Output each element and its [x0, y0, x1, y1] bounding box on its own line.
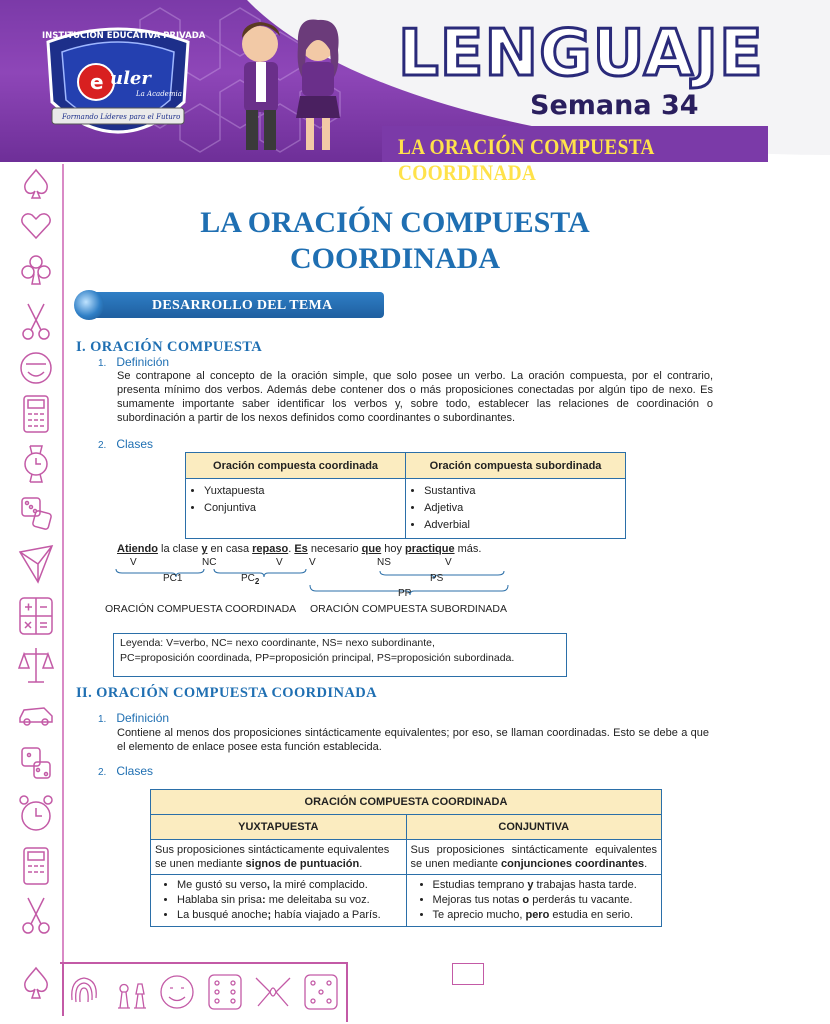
label-pc2-text: PC — [241, 573, 255, 584]
week-label: Semana 34 — [530, 90, 699, 121]
text: La busqué anoche — [177, 909, 268, 921]
coordinada-table — [150, 789, 662, 927]
smiley-icon — [156, 970, 198, 1014]
section2-sub1-heading — [98, 711, 169, 725]
bold-text: signos de puntuación — [245, 858, 360, 870]
sub-number: 2. — [98, 767, 107, 778]
text: hoy — [381, 543, 406, 555]
label-nc: NC — [202, 557, 217, 568]
caption-subordinada: ORACIÓN COMPUESTA SUBORDINADA — [310, 603, 507, 615]
subject-title: LENGUAJE — [398, 17, 764, 91]
text: Estudias temprano — [432, 879, 528, 891]
club-icon — [16, 250, 56, 290]
section-banner — [72, 292, 384, 320]
sub-title: Definición — [116, 355, 170, 369]
text: Hablaba sin prisa — [177, 894, 262, 906]
table-header: Oración compuesta subordinada — [406, 453, 626, 479]
example-sentence — [117, 543, 481, 555]
list-item: • Yuxtapuesta — [204, 483, 399, 500]
section1-definition-text: Se contrapone al concepto de la oración simple, que solo posee un verbo. La oración compuesta, por el contrario, presenta mínimo dos verbos. Además debe contener dos o más proposiciones conectadas por algún tipo de nexo. Es sumamente importante saber identificar los verbos y, sobre todo, establecer las relaciones de coordinación o subordinación a partir de los nexos definidos como coordinantes o subordinantes. — [117, 370, 713, 424]
svg-text:e: e — [90, 70, 104, 94]
text: Me gustó su verso — [177, 879, 267, 891]
bold-text: o — [522, 894, 530, 906]
table-header: Oración compuesta coordinada — [186, 453, 406, 479]
students-illustration — [222, 10, 362, 160]
table-header: YUXTAPUESTA — [151, 815, 407, 840]
fingerprint-icon — [64, 970, 106, 1014]
sub-number: 2. — [98, 440, 107, 451]
dice-icon — [300, 970, 342, 1014]
label-pc1: PC1 — [163, 573, 183, 584]
section1-sub1-heading — [98, 355, 169, 369]
text: . — [644, 858, 648, 870]
label-v: V — [130, 557, 137, 568]
text: la miré complacido. — [269, 879, 368, 891]
svg-text:La Academia: La Academia — [136, 90, 182, 98]
list-item — [177, 893, 402, 908]
dice-icon — [16, 492, 56, 536]
decorative-bottom-strip — [60, 962, 348, 1022]
bold-text: ; — [267, 909, 272, 921]
text: trabajas hasta tarde. — [533, 879, 637, 891]
label-pc2-sub: 2 — [254, 577, 260, 586]
heart-icon — [16, 206, 56, 246]
dice-icon — [204, 970, 246, 1014]
verb: Es — [294, 543, 308, 555]
list-item — [177, 908, 402, 923]
verb: practique — [405, 543, 455, 555]
document-title-line2: COORDINADA — [290, 242, 500, 275]
label-ps: PS — [430, 573, 444, 584]
page-number-box — [452, 963, 484, 985]
section2-sub2-heading — [98, 764, 153, 778]
scissors-icon — [16, 300, 56, 344]
text: había viajado a París. — [271, 909, 381, 921]
caption-coordinada: ORACIÓN COMPUESTA COORDINADA — [105, 603, 297, 615]
dice-icon — [16, 742, 56, 786]
sub-title: Clases — [116, 764, 154, 778]
calculator-icon — [16, 844, 56, 888]
table-cell — [151, 840, 407, 875]
document-title-line1: LA ORACIÓN COMPUESTA — [200, 206, 590, 239]
text: Sus proposiciones sintácticamente equivalentes se unen mediante — [410, 844, 657, 870]
table-cell — [406, 479, 626, 539]
table-cell — [406, 875, 661, 927]
bold-text: , — [266, 879, 270, 891]
nexus: y — [201, 543, 208, 555]
sidebar-divider — [62, 164, 64, 964]
section1-heading: I. ORACIÓN COMPUESTA — [76, 339, 263, 355]
table-header: CONJUNTIVA — [406, 815, 661, 840]
label-pp: PP — [398, 588, 412, 599]
legend-line: PC=proposición coordinada, PP=proposición principal, PS=proposición subordinada. — [120, 652, 515, 664]
smiley-icon — [16, 348, 56, 388]
text: Mejoras tus notas — [432, 894, 523, 906]
watch-icon — [16, 442, 56, 486]
nexus: que — [361, 543, 382, 555]
list-item: • Adjetiva — [424, 500, 619, 517]
verb: Atiendo — [117, 543, 158, 555]
chess-icon — [110, 970, 152, 1014]
svg-text:uler: uler — [110, 68, 151, 89]
topic-title: LA ORACIÓN COMPUESTA COORDINADA — [398, 134, 654, 185]
text: necesario — [307, 543, 362, 555]
school-crest-logo — [38, 22, 206, 152]
section-banner-orb-icon — [74, 290, 104, 320]
list-item — [433, 893, 657, 908]
table-title: ORACIÓN COMPUESTA COORDINADA — [151, 790, 662, 815]
table-cell — [186, 479, 406, 539]
list-item — [433, 878, 657, 893]
math-icon — [16, 594, 56, 638]
list-item: • Adverbial — [424, 517, 619, 534]
bird-icon — [252, 970, 294, 1014]
clock-icon — [16, 792, 56, 836]
decorative-sidebar — [10, 164, 64, 1016]
origami-icon — [16, 542, 56, 586]
section2-heading: II. ORACIÓN COMPUESTA COORDINADA — [76, 685, 377, 701]
bold-text: conjunciones coordinantes — [501, 858, 645, 870]
text: Sus proposiciones sintácticamente equivalentes se unen mediante — [155, 844, 390, 870]
label-ns: NS — [377, 557, 391, 568]
svg-text:Formando Líderes para el Futur: Formando Líderes para el Futuro — [62, 113, 181, 121]
sub-title: Clases — [116, 437, 154, 451]
text: estudia en serio. — [549, 909, 634, 921]
sub-number: 1. — [98, 358, 107, 369]
text: más. — [454, 543, 482, 555]
label-pc2 — [241, 573, 259, 586]
label-v: V — [309, 557, 316, 568]
bold-text: : — [262, 894, 266, 906]
section1-sub2-heading — [98, 437, 153, 451]
table-cell — [151, 875, 407, 927]
svg-text:INSTITUCION EDUCATIVA PRIVADA: INSTITUCION EDUCATIVA PRIVADA — [42, 31, 206, 41]
calculator-icon — [16, 392, 56, 436]
table-cell — [406, 840, 661, 875]
text: Te aprecio mucho, — [432, 909, 526, 921]
header-banner — [0, 0, 768, 185]
spade-icon — [16, 164, 56, 204]
verb: repaso — [252, 543, 289, 555]
scale-icon — [16, 644, 56, 688]
text: me deleitaba su voz. — [265, 894, 370, 906]
text: perderás tu vacante. — [529, 894, 633, 906]
list-item — [433, 908, 657, 923]
legend-box — [113, 633, 567, 677]
bold-text: y — [527, 879, 534, 891]
text: . — [359, 858, 363, 870]
label-v: V — [276, 557, 283, 568]
list-item: • Conjuntiva — [204, 500, 399, 517]
document-title — [100, 205, 690, 277]
text: en casa — [207, 543, 253, 555]
legend-line: Leyenda: V=verbo, NC= nexo coordinante, NS= nexo subordinante, — [120, 637, 435, 649]
section-banner-label: DESARROLLO DEL TEMA — [152, 298, 333, 313]
classes-table — [185, 452, 626, 539]
car-icon — [16, 694, 56, 734]
list-item — [177, 878, 402, 893]
scissors-icon — [16, 894, 56, 938]
label-v: V — [445, 557, 452, 568]
text: la clase — [157, 543, 202, 555]
spade-icon — [16, 962, 56, 1006]
list-item: • Sustantiva — [424, 483, 619, 500]
bold-text: pero — [525, 909, 550, 921]
text: . — [288, 543, 295, 555]
sub-number: 1. — [98, 714, 107, 725]
sub-title: Definición — [116, 711, 170, 725]
section2-definition-text: Contiene al menos dos proposiciones sintácticamente equivalentes; por eso, se llaman coordinadas. Esto se debe a que el elemento de enlace posee esta función establecida. — [117, 727, 709, 753]
